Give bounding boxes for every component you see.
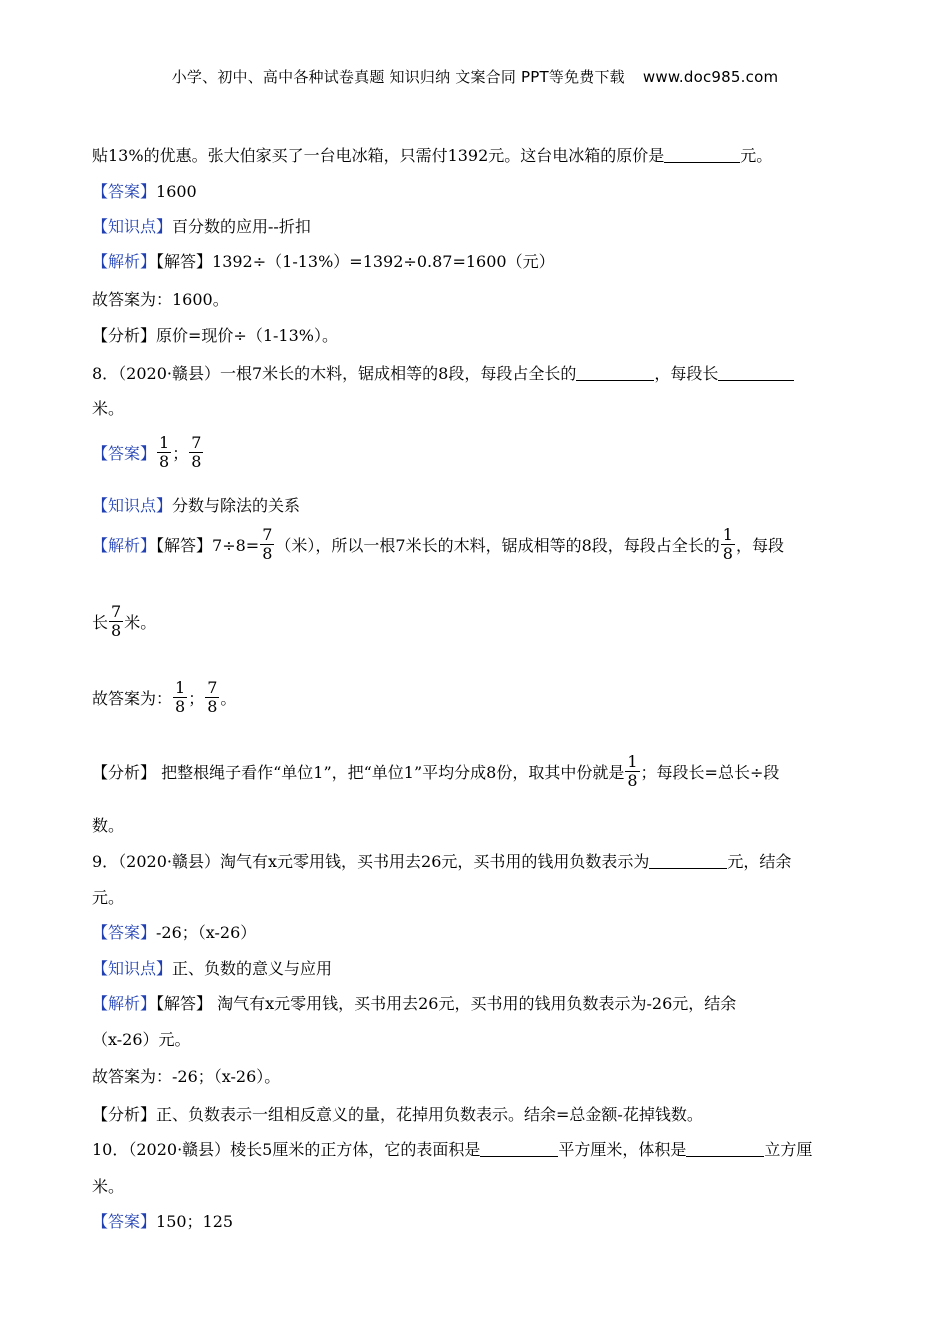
q9-stem-text: 9．（2020·赣县）淘气有x元零用钱，买书用去26元，买书用的钱用负数表示为: [92, 852, 650, 871]
q7-text: 贴13%的优惠。张大伯家买了一台电冰箱，只需付1392元。这台电冰箱的原价是: [92, 146, 665, 165]
fraction: $\frac{7}{8}$: [262, 525, 273, 563]
q7-analysis: 【分析】原价=现价÷（1-13%）。: [92, 326, 338, 345]
answer-tag: 【答案】: [92, 923, 157, 942]
q9-explanation-cont: （x-26）元。: [92, 1030, 191, 1049]
answer-value: 1600: [156, 182, 197, 201]
header-url[interactable]: www.doc985.com: [642, 68, 779, 86]
fraction: $\frac{7}{8}$: [111, 602, 122, 640]
q10-blank-1[interactable]: [480, 1140, 558, 1157]
q10-stem-text: 10．（2020·赣县）棱长5厘米的正方体，它的表面积是: [92, 1140, 481, 1159]
q7-blank[interactable]: [664, 146, 740, 163]
q7-text-end: 元。: [740, 146, 773, 165]
fraction: $\frac{7}{8}$: [207, 678, 218, 716]
analysis-text-2: ；每段长=总长÷段: [640, 763, 780, 782]
q8-blank-2[interactable]: [718, 364, 794, 381]
q10-blank-2[interactable]: [686, 1140, 764, 1157]
q7-final: 故答案为：1600。: [92, 290, 229, 309]
q9-final: 故答案为：-26；（x-26）。: [92, 1067, 281, 1086]
knowledge-tag: 【知识点】: [92, 959, 173, 978]
q8-analysis: [92, 753, 779, 790]
explanation-text-2: （米），所以一根7米长的木料，锯成相等的8段，每段占全长的: [275, 536, 720, 555]
q8-knowledge-point: [92, 495, 300, 517]
q9-stem-end: 元。: [92, 888, 125, 907]
q9-knowledge-point: [92, 958, 332, 980]
header-text: 小学、初中、高中各种试卷真题 知识归纳 文案合同 PPT等免费下载: [171, 68, 625, 86]
knowledge-value: 百分数的应用--折扣: [172, 217, 311, 236]
answer-tag: 【答案】: [92, 444, 157, 463]
q10-answer: [92, 1211, 233, 1233]
page-header: [0, 66, 950, 87]
q9-stem-text-2: 元，结余: [727, 852, 792, 871]
q8-stem-text-2: ，每段长: [654, 364, 719, 383]
knowledge-tag: 【知识点】: [92, 217, 173, 236]
q10-stem-end: 米。: [92, 1177, 125, 1196]
explanation-text-5: 米。: [124, 613, 157, 632]
answer-value: -26；（x-26）: [156, 923, 257, 942]
q7-knowledge-point: [92, 216, 311, 238]
separator: ；: [172, 444, 189, 463]
q7-answer: [92, 181, 197, 203]
fraction: $\frac{1}{8}$: [175, 678, 186, 716]
explanation-tag: 【解析】: [92, 252, 157, 271]
analysis-text: 【分析】 把整根绳子看作“单位1”，把“单位1”平均分成8份，取其中份就是: [92, 763, 625, 782]
knowledge-value: 正、负数的意义与应用: [172, 959, 333, 978]
separator: ；: [188, 689, 205, 708]
q9-blank-1[interactable]: [649, 852, 727, 869]
explanation-text: 【解答】 淘气有x元零用钱，买书用去26元，买书用的钱用负数表示为-26元，结余: [156, 994, 737, 1013]
q9-answer: [92, 922, 256, 944]
explanation-tag: 【解析】: [92, 994, 157, 1013]
knowledge-tag: 【知识点】: [92, 496, 173, 515]
explanation-text-3: ，每段: [735, 536, 784, 555]
q8-explanation: [92, 526, 784, 563]
answer-value: 150；125: [156, 1212, 234, 1231]
q8-analysis-end: 数。: [92, 816, 125, 835]
q8-stem: [92, 363, 794, 385]
q8-stem-end: 米。: [92, 399, 125, 418]
final-text: 故答案为：: [92, 689, 173, 708]
explanation-text: 【解答】7÷8=: [156, 536, 260, 555]
q10-stem-text-3: 立方厘: [764, 1140, 813, 1159]
q9-analysis: 【分析】正、负数表示一组相反意义的量，花掉用负数表示。结余=总金额-花掉钱数。: [92, 1105, 703, 1124]
final-end: 。: [220, 689, 237, 708]
q8-blank-1[interactable]: [576, 364, 654, 381]
knowledge-value: 分数与除法的关系: [172, 496, 301, 515]
fraction: $\frac{7}{8}$: [191, 433, 202, 471]
explanation-tag: 【解析】: [92, 536, 157, 555]
answer-tag: 【答案】: [92, 182, 157, 201]
explanation-text-4: 长: [92, 613, 109, 632]
fraction: $\frac{1}{8}$: [722, 525, 733, 563]
explanation-text: 【解答】1392÷（1-13%）=1392÷0.87=1600（元）: [156, 252, 555, 271]
q8-final: [92, 679, 236, 716]
q8-stem-text: 8．（2020·赣县）一根7米长的木料，锯成相等的8段，每段占全长的: [92, 364, 577, 383]
q9-stem: [92, 851, 791, 873]
fraction: $\frac{1}{8}$: [159, 433, 170, 471]
fraction: $\frac{1}{8}$: [627, 752, 638, 790]
q10-stem-text-2: 平方厘米，体积是: [558, 1140, 687, 1159]
q7-explanation: [92, 251, 555, 273]
answer-tag: 【答案】: [92, 1212, 157, 1231]
q8-explanation-cont: [92, 603, 156, 640]
q9-explanation: [92, 993, 736, 1015]
q10-stem: [92, 1139, 812, 1161]
q7-continuation: [92, 145, 772, 167]
q8-answer: [92, 434, 204, 471]
